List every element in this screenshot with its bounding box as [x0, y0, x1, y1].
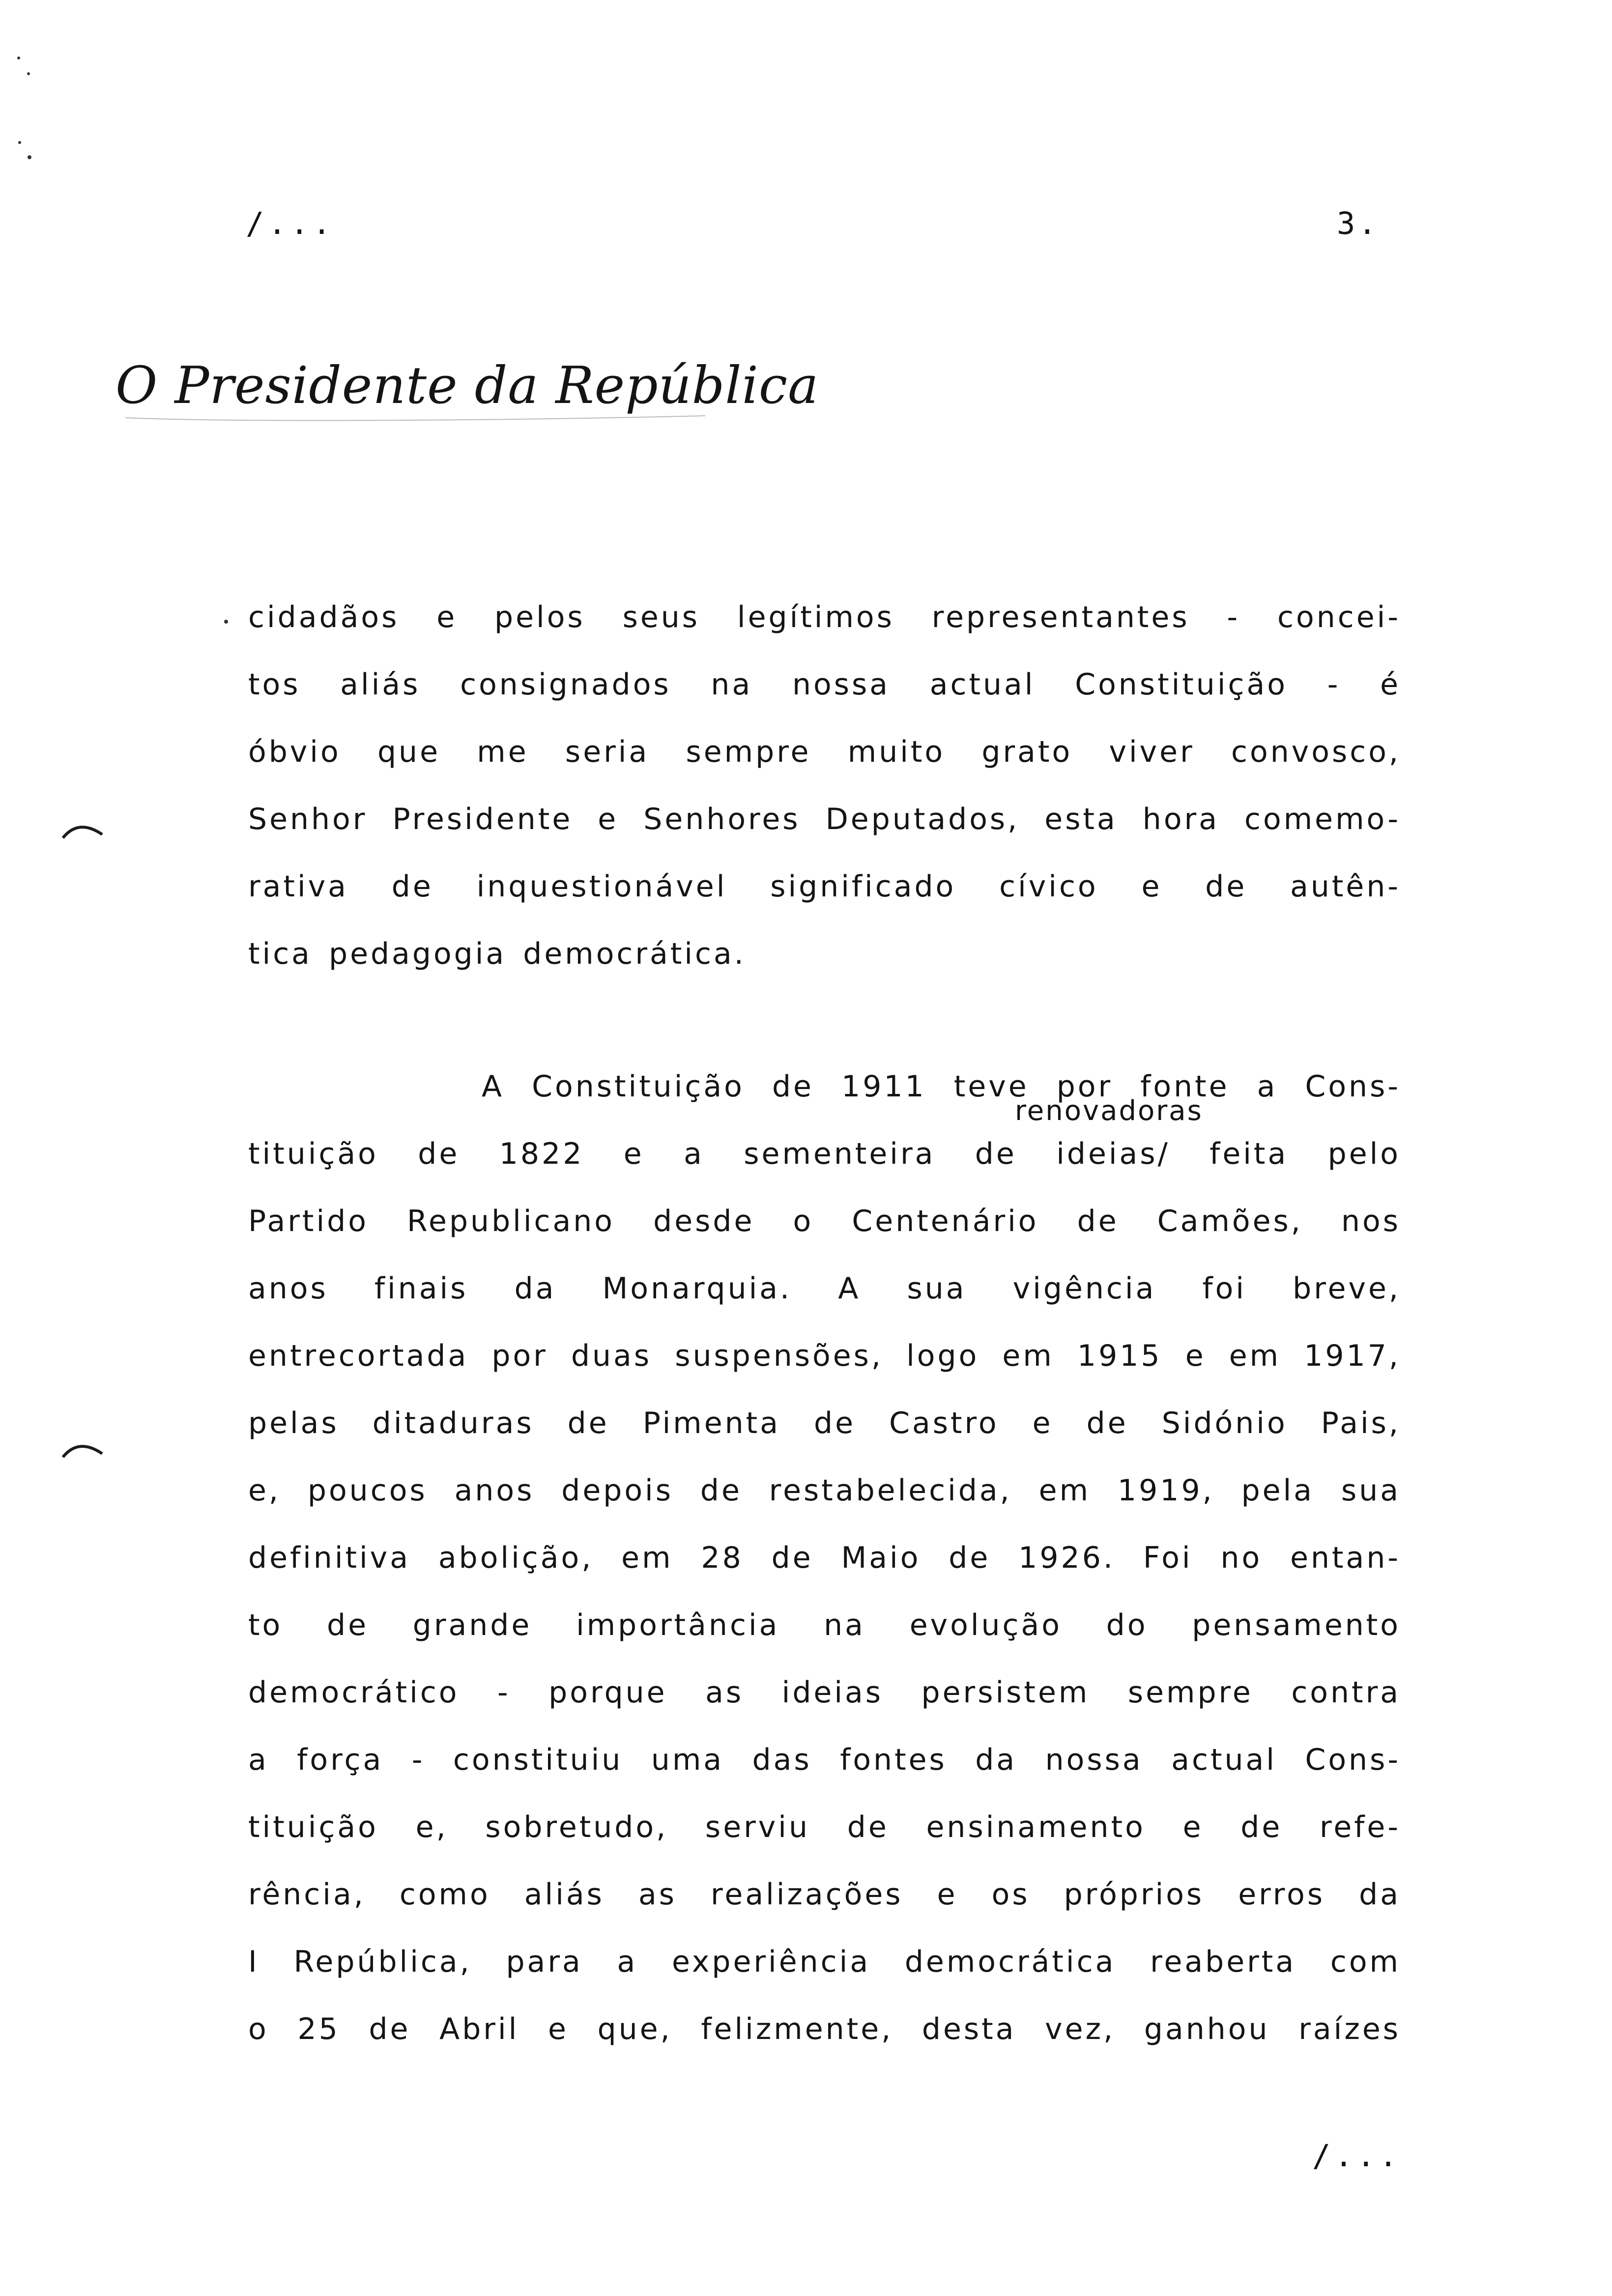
punch-hole-mark-lower: [59, 1435, 108, 1464]
text-line: anos finais da Monarquia. A sua vigência foi breve,: [248, 1271, 1401, 1306]
paragraph-2: [248, 1053, 1401, 2063]
text-line: e, poucos anos depois de restabelecida, em 1919, pela sua: [248, 1473, 1401, 1508]
text-line: tos aliás consignados na nossa actual Constituição - é: [248, 667, 1401, 702]
letterhead-presidente-da-republica: [115, 344, 819, 432]
svg-text:O Presidente da República: O Presidente da República: [115, 355, 819, 415]
text-line: to de grande importância na evolução do pensamento: [248, 1608, 1401, 1642]
text-line: entrecortada por duas suspensões, logo em 1915 e em 1917,: [248, 1339, 1401, 1373]
page-number: 3.: [1337, 205, 1380, 241]
text-line: Partido Republicano desde o Centenário de Camões, nos: [248, 1204, 1401, 1238]
text-line: Senhor Presidente e Senhores Deputados, esta hora comemo-: [248, 802, 1401, 836]
text-line: óbvio que me seria sempre muito grato viver convosco,: [248, 735, 1401, 769]
text-line: tica pedagogia democrática.: [248, 937, 746, 971]
paragraph-1: [248, 584, 1401, 988]
handwritten-insertion: renovadoras: [1015, 1095, 1203, 1127]
text-line: A Constituição de 1911 teve por fonte a Cons-: [482, 1069, 1401, 1104]
text-line: I República, para a experiência democrática reaberta com: [248, 1945, 1401, 1979]
scan-speck: [221, 617, 231, 627]
text-line: rativa de inquestionável significado cívico e de autên-: [248, 869, 1401, 904]
continuation-mark-top: /...: [246, 205, 335, 241]
punch-hole-mark-upper: [59, 816, 108, 845]
continuation-mark-bottom: /...: [1312, 2138, 1402, 2174]
scan-speck: [15, 54, 34, 172]
text-line: a força - constituiu uma das fontes da nossa actual Cons-: [248, 1743, 1401, 1777]
text-line: pelas ditaduras de Pimenta de Castro e de Sidónio Pais,: [248, 1406, 1401, 1440]
letter-body: [248, 584, 1401, 2063]
text-line: cidadãos e pelos seus legítimos representantes - concei-: [248, 600, 1401, 634]
text-line: definitiva abolição, em 28 de Maio de 1926. Foi no entan-: [248, 1541, 1401, 1575]
text-line: tituição e, sobretudo, serviu de ensinamento e de refe-: [248, 1810, 1401, 1844]
text-line: o 25 de Abril e que, felizmente, desta vez, ganhou raízes: [248, 2012, 1401, 2046]
text-line: tituição de 1822 e a sementeira de ideias/ feita pelo: [248, 1137, 1401, 1171]
text-line: democrático - porque as ideias persistem sempre contra: [248, 1675, 1401, 1710]
text-line: rência, como aliás as realizações e os próprios erros da: [248, 1877, 1401, 1912]
